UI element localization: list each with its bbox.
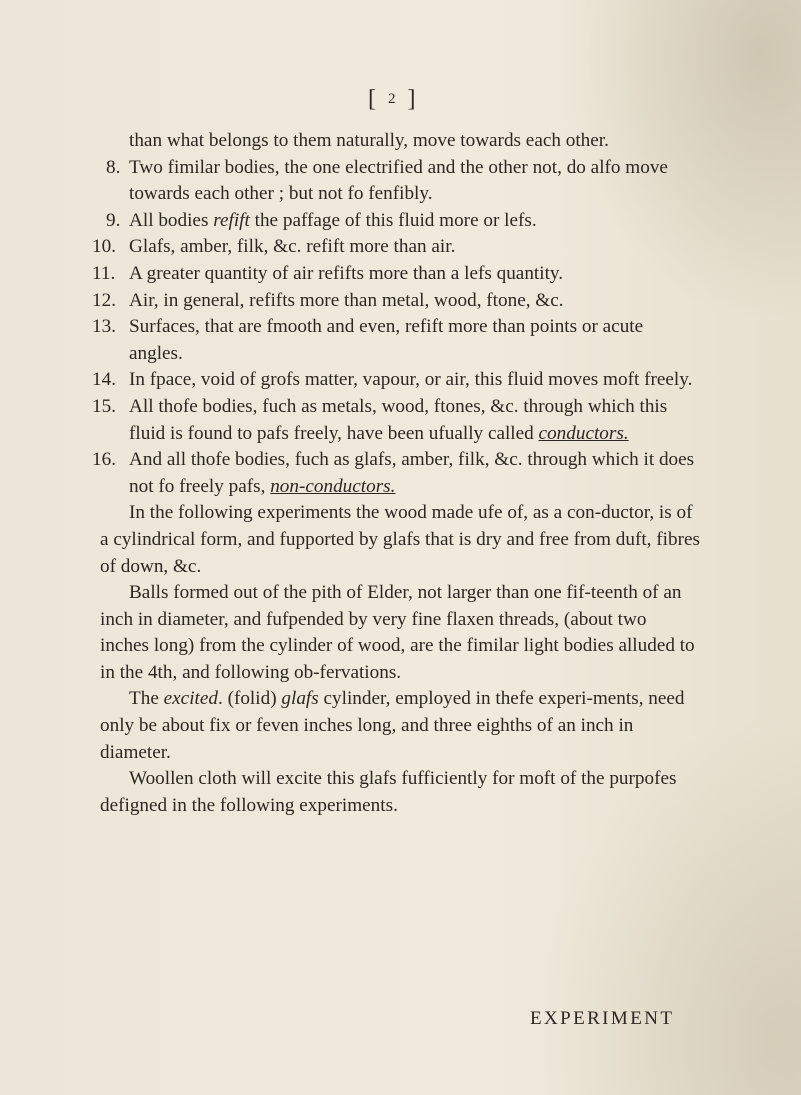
observation-number: 8.	[106, 156, 121, 178]
text-run: All thofe bodies, fuch as metals, wood, ftones, &c. through which this fluid is found to pafs freely, have been ufually called	[129, 395, 668, 444]
observation-number: 14.	[92, 369, 116, 391]
observation-text	[129, 290, 564, 311]
observation-item	[92, 261, 700, 288]
observation-text	[129, 236, 455, 257]
text-run: Two fimilar bodies, the one electrified and the other not, do alfo move towards each other ; but not fo fenfibly.	[129, 156, 668, 205]
text-run: The	[129, 688, 164, 710]
text-run: Glafs, amber, filk, &c. refift more than air.	[129, 236, 456, 258]
text-run: Balls formed out of the pith of Elder, not larger than one fif-teenth of an inch in diameter, and fufpended by very fine flaxen threads, (about two inches long) from the cylinder of wood, are the fimilar light bodies alluded to in the 4th, and following ob-fervations.	[100, 582, 695, 683]
observation-text	[129, 316, 643, 364]
observation-item	[92, 394, 700, 447]
text-run: the paffage of this fluid more or lefs.	[249, 209, 537, 231]
body-text	[92, 128, 700, 819]
italic-term: refift	[213, 209, 250, 231]
paragraph	[100, 766, 700, 819]
page-number-value: 2	[388, 91, 398, 107]
observation-number: 16.	[92, 449, 116, 471]
observation-list	[92, 155, 700, 501]
observation-item	[92, 447, 700, 500]
italic-term: glafs	[281, 688, 319, 710]
observation-number: 9.	[106, 209, 121, 231]
observation-item	[92, 367, 700, 394]
observation-text	[129, 210, 537, 231]
observation-number: 11.	[92, 262, 116, 284]
text-run: And all thofe bodies, fuch as glafs, amber, filk, &c. through which it does not fo freely pafs,	[129, 449, 695, 497]
text-run: Air, in general, refifts more than metal, wood, ftone, &c.	[129, 289, 564, 311]
observation-number: 13.	[92, 316, 116, 338]
observation-number: 12.	[92, 289, 116, 311]
continuation-text: than what belongs to them naturally, move towards each other.	[129, 130, 609, 151]
observation-text	[129, 449, 694, 497]
paragraph	[100, 500, 700, 580]
text-run: All bodies	[129, 209, 214, 231]
text-run: . (folid)	[217, 688, 282, 710]
observation-text	[129, 263, 563, 284]
observation-item	[92, 314, 700, 367]
observation-text	[129, 369, 692, 390]
italic-term: excited	[163, 688, 218, 710]
catchword: EXPERIMENT	[530, 1008, 675, 1029]
page-number: [ 2 ]	[368, 86, 418, 112]
text-run: In the following experiments the wood made ufe of, as a con-ductor, is of a cylindrical form, and fupported by glafs that is dry and free from duft, fibres of down, &c.	[100, 502, 700, 577]
observation-item	[92, 234, 700, 261]
text-run: cylinder, employed in thefe experi-ments, need only be about fix or feven inches long, and three eighths of an inch in diameter.	[100, 688, 685, 763]
observation-text	[129, 157, 668, 205]
observation-number: 15.	[92, 395, 116, 417]
text-run: In fpace, void of grofs matter, vapour, or air, this fluid moves moft freely.	[129, 369, 693, 391]
italic-underlined-term: non-conductors.	[270, 475, 396, 497]
observation-item	[100, 155, 700, 208]
observation-text	[129, 396, 667, 444]
paragraph	[100, 580, 700, 686]
text-run: Surfaces, that are fmooth and even, refift more than points or acute angles.	[129, 316, 644, 364]
text-run: A greater quantity of air refifts more than a lefs quantity.	[129, 262, 564, 284]
experiment-notes	[100, 500, 700, 819]
italic-underlined-term: conductors.	[538, 422, 629, 444]
text-run: Woollen cloth will excite this glafs fufficiently for moft of the purpofes defigned in the following experiments.	[100, 768, 677, 816]
paragraph	[100, 686, 700, 766]
observation-item	[92, 288, 700, 315]
observation-number: 10.	[92, 236, 116, 258]
observation-item	[100, 208, 700, 235]
